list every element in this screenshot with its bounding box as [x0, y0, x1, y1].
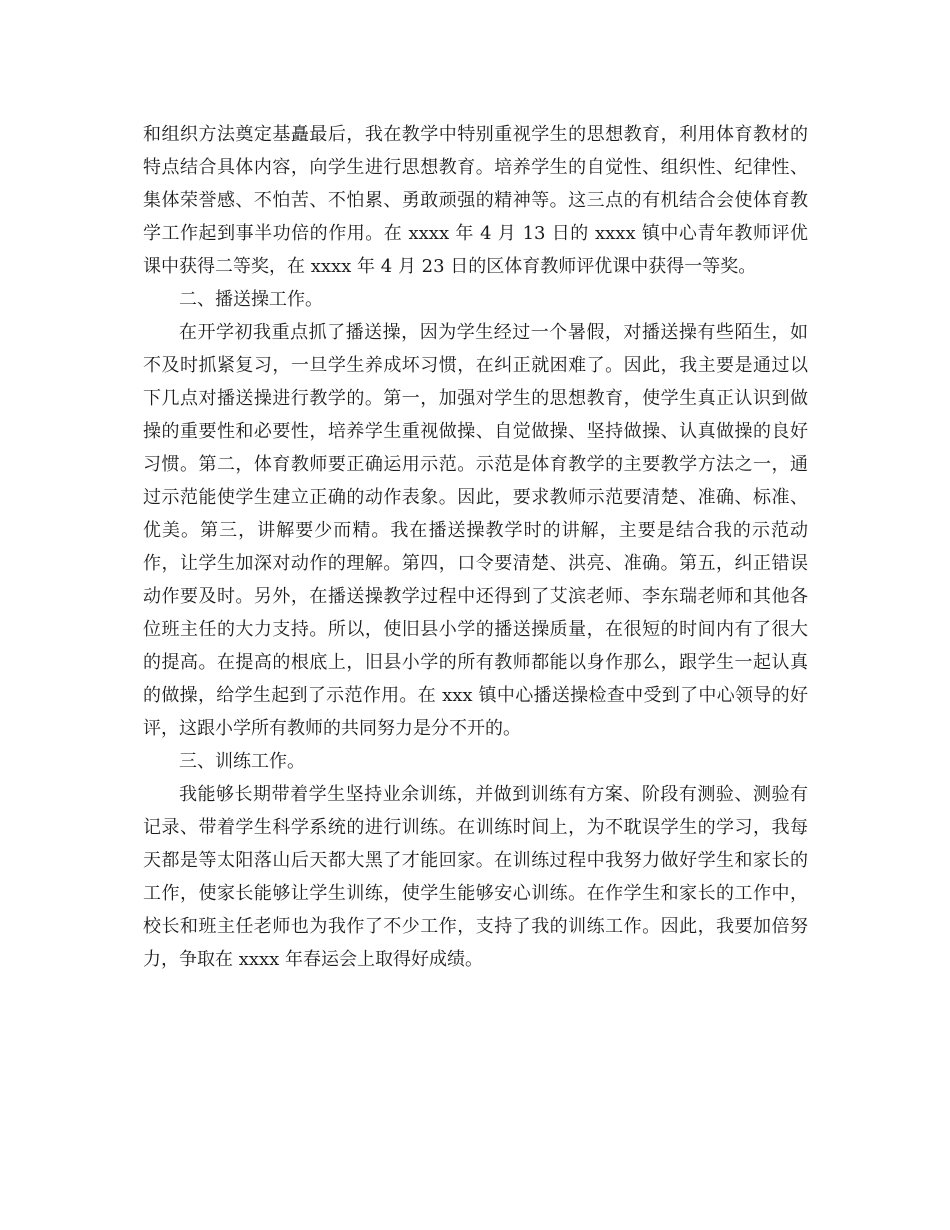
paragraph-continuation: 和组织方法奠定基矗最后，我在教学中特别重视学生的思想教育，利用体育教材的特点结合具体内容，向学生进行思想教育。培养学生的自觉性、组织性、纪律性、集体荣誉感、不怕苦、不怕累、勇敢顽强的精神等。这三点的有机结合会使体育教学工作起到事半功倍的作用。在 xxxx 年 4 月 13 日的 xxxx 镇中心青年教师评优课中获得二等奖，在 xxxx 年 4 月 23 日的区体育教师评优课中获得一等奖。	[143, 124, 808, 277]
paragraph-broadcast-exercise: 在开学初我重点抓了播送操，因为学生经过一个暑假，对播送操有些陌生，如不及时抓紧复习，一旦学生养成坏习惯，在纠正就困难了。因此，我主要是通过以下几点对播送操进行教学的。第一，加强对学生的思想教育，使学生真正认识到做操的重要性和必要性，培养学生重视做操、自觉做操、坚持做操、认真做操的良好习惯。第二，体育教师要正确运用示范。示范是体育教学的主要教学方法之一，通过示范能使学生建立正确的动作表象。因此，要求教师示范要清楚、准确、标准、优美。第三，讲解要少而精。我在播送操教学时的讲解，主要是结合我的示范动作，让学生加深对动作的理解。第四，口令要清楚、洪亮、准确。第五，纠正错误动作要及时。另外，在播送操教学过程中还得到了艾滨老师、李东瑞老师和其他各位班主任的大力支持。所以，使旧县小学的播送操质量，在很短的时间内有了很大的提高。在提高的根底上，旧县小学的所有教师都能以身作那么，跟学生一起认真的做操，给学生起到了示范作用。在 xxx 镇中心播送操检查中受到了中心领导的好评，这跟小学所有教师的共同努力是分不开的。	[143, 322, 808, 739]
paragraph-training: 我能够长期带着学生坚持业余训练，并做到训练有方案、阶段有测验、测验有记录、带着学生科学系统的进行训练。在训练时间上，为不耽误学生的学习，我每天都是等太阳落山后天都大黑了才能回家。在训练过程中我努力做好学生和家长的工作，使家长能够让学生训练，使学生能够安心训练。在作学生和家长的工作中，校长和班主任老师也为我作了不少工作，支持了我的训练工作。因此，我要加倍努力，争取在 xxxx 年春运会上取得好成绩。	[143, 784, 808, 970]
section-heading-broadcast-exercise: 二、播送操工作。	[179, 289, 323, 310]
document-body	[143, 118, 808, 976]
section-heading-training: 三、训练工作。	[179, 751, 305, 772]
